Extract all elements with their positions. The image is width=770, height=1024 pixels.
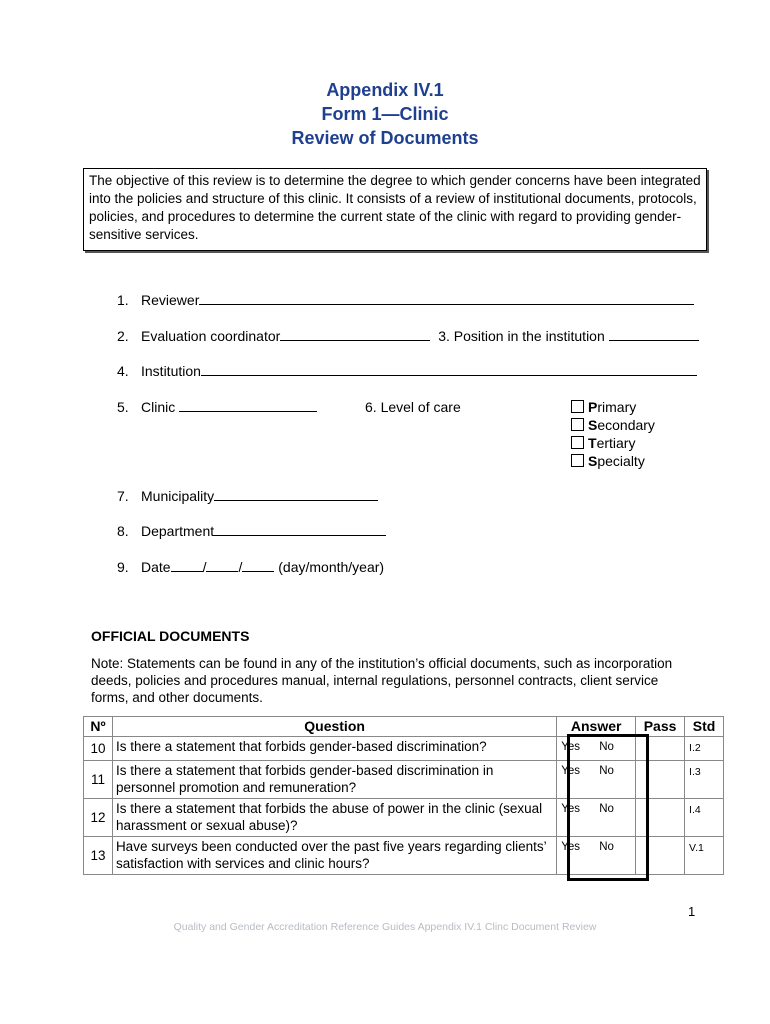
position-label: 3. Position in the institution (438, 328, 605, 344)
row-std: I.2 (685, 737, 724, 761)
row-question: Have surveys been conducted over the past five years regarding clients’ satisfaction with services and clinic hours? (112, 837, 556, 875)
field-number: 1. (117, 292, 129, 308)
row-pass-cell[interactable] (636, 837, 685, 875)
row-pass-cell[interactable] (636, 799, 685, 837)
checkbox[interactable] (571, 454, 584, 467)
institution-label: Institution (141, 363, 201, 379)
checkbox[interactable] (571, 418, 584, 431)
date-separator: / (202, 559, 207, 575)
care-option-secondary[interactable]: Secondary (571, 416, 655, 434)
row-std: V.1 (685, 837, 724, 875)
evaluation-coordinator-input-line[interactable] (280, 327, 430, 341)
checkbox[interactable] (571, 436, 584, 449)
date-month-input-line[interactable] (206, 558, 238, 572)
care-option-tertiary[interactable]: Tertiary (571, 434, 635, 452)
field-reviewer (117, 291, 694, 309)
level-of-care-label: 6. Level of care (365, 399, 461, 415)
header-question: Question (112, 717, 556, 737)
title-line-1: Appendix IV.1 (326, 80, 444, 100)
field-municipality (117, 487, 378, 505)
department-input-line[interactable] (214, 522, 386, 536)
checkbox[interactable] (571, 400, 584, 413)
answer-yes[interactable]: Yes (561, 803, 581, 815)
institution-input-line[interactable] (201, 362, 697, 376)
row-number: 13 (84, 837, 113, 875)
answer-no[interactable]: No (599, 841, 614, 853)
row-question: Is there a statement that forbids gender-based discrimination in personnel promotion and remuneration? (112, 761, 556, 799)
reviewer-input-line[interactable] (199, 291, 694, 305)
page-number: 1 (688, 904, 696, 919)
clinic-input-line[interactable] (179, 398, 317, 412)
title-line-3: Review of Documents (291, 128, 479, 148)
field-date (117, 558, 384, 576)
header-pass: Pass (636, 717, 685, 737)
position-input-line[interactable] (609, 327, 699, 341)
department-label: Department (141, 523, 215, 539)
field-clinic (117, 398, 317, 416)
section-heading: OFFICIAL DOCUMENTS (91, 628, 250, 644)
field-department (117, 522, 386, 540)
answer-yes[interactable]: Yes (561, 841, 581, 853)
page-footer: Quality and Gender Accreditation Reference Guides Appendix IV.1 Clinc Document Review (173, 921, 597, 933)
title-line-2: Form 1—Clinic (321, 104, 449, 124)
reviewer-label: Reviewer (141, 292, 200, 308)
table-row (84, 799, 724, 837)
answer-yes[interactable]: Yes (561, 765, 581, 777)
evaluation-coordinator-label: Evaluation coordinator (141, 328, 281, 344)
row-answer[interactable] (557, 737, 636, 761)
header-answer: Answer (557, 717, 636, 737)
row-answer[interactable] (557, 799, 636, 837)
objective-box: The objective of this review is to determine the degree to which gender concerns have been integrated into the policies and structure of this clinic. It consists of a review of institutional documents, protocols, policies, and procedures to determine the current state of the clinic with regard to providing gender-sensitive services. (83, 168, 707, 251)
row-answer[interactable] (557, 761, 636, 799)
field-number: 9. (117, 559, 129, 575)
answer-yes[interactable]: Yes (561, 741, 581, 753)
date-separator: / (238, 559, 243, 575)
row-answer[interactable] (557, 837, 636, 875)
questions-table (83, 716, 724, 875)
row-number: 12 (84, 799, 113, 837)
table-header-row (84, 717, 724, 737)
date-day-input-line[interactable] (171, 558, 203, 572)
date-year-input-line[interactable] (242, 558, 274, 572)
answer-no[interactable]: No (599, 765, 614, 777)
row-question: Is there a statement that forbids the abuse of power in the clinic (sexual harassment or sexual abuse)? (112, 799, 556, 837)
date-label: Date (141, 559, 171, 575)
table-row (84, 737, 724, 761)
field-number: 7. (117, 488, 129, 504)
row-number: 11 (84, 761, 113, 799)
date-format-hint: (day/month/year) (278, 559, 385, 575)
care-option-specialty[interactable]: Specialty (571, 452, 645, 470)
row-std: I.4 (685, 799, 724, 837)
field-institution (117, 362, 697, 380)
field-number: 5. (117, 399, 129, 415)
row-question: Is there a statement that forbids gender-based discrimination? (112, 737, 556, 761)
row-pass-cell[interactable] (636, 761, 685, 799)
clinic-label: Clinic (141, 399, 176, 415)
section-note: Note: Statements can be found in any of the institution’s official documents, such as incorporation deeds, policies and procedures manual, internal regulations, personnel contracts, client service forms, and other documents. (91, 656, 673, 705)
answer-no[interactable]: No (599, 803, 614, 815)
row-number: 10 (84, 737, 113, 761)
answer-no[interactable]: No (599, 741, 614, 753)
field-number: 2. (117, 328, 129, 344)
municipality-input-line[interactable] (214, 487, 378, 501)
care-option-primary[interactable]: Primary (571, 398, 636, 416)
row-pass-cell[interactable] (636, 737, 685, 761)
header-std: Std (685, 717, 724, 737)
field-number: 4. (117, 363, 129, 379)
municipality-label: Municipality (141, 488, 215, 504)
field-number: 8. (117, 523, 129, 539)
header-number: Nº (84, 717, 113, 737)
field-evaluation-coordinator (117, 327, 699, 345)
table-row (84, 837, 724, 875)
document-title (0, 78, 770, 150)
row-std: I.3 (685, 761, 724, 799)
table-row (84, 761, 724, 799)
